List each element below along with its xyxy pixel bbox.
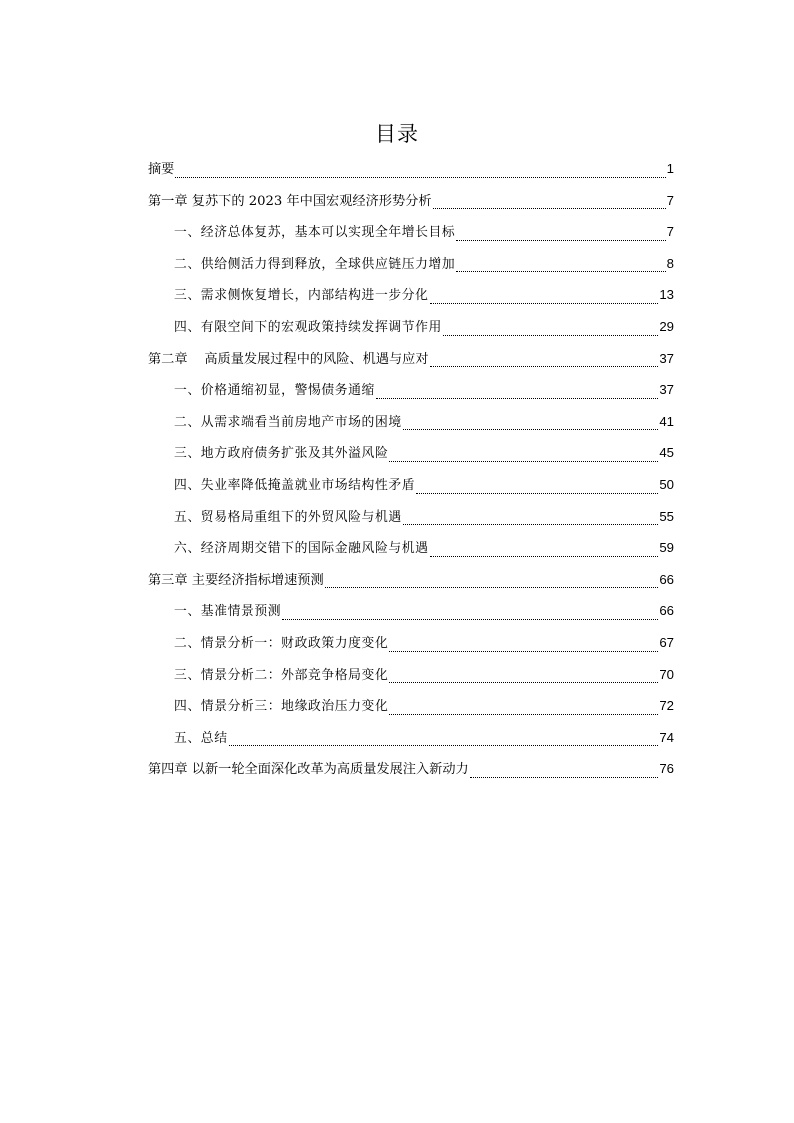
toc-title: 目录	[375, 122, 419, 146]
toc-entry-section[interactable]	[148, 536, 674, 568]
toc-entry-label: 第三章 主要经济指标增速预测	[148, 572, 324, 588]
toc-page-number: 76	[659, 761, 674, 777]
toc-page-number: 13	[659, 287, 674, 303]
toc-entry-label: 第二章 高质量发展过程中的风险、机遇与应对	[148, 351, 429, 367]
toc-entry-chapter-3[interactable]	[148, 568, 674, 600]
toc-entry-section[interactable]	[148, 410, 674, 442]
toc-page-number: 29	[659, 318, 674, 334]
toc-page-number: 37	[659, 382, 674, 398]
toc-entry-chapter-4[interactable]	[148, 757, 674, 789]
dot-leader	[229, 744, 659, 746]
toc-page-number: 70	[659, 666, 674, 682]
dot-leader	[430, 555, 659, 557]
toc-entry-section[interactable]	[148, 220, 674, 252]
toc-page-number: 41	[659, 413, 674, 429]
toc-page-number: 50	[659, 476, 674, 492]
toc-entry-label: 五、总结	[174, 730, 228, 746]
toc-entry-section[interactable]	[148, 283, 674, 315]
toc-entry-section[interactable]	[148, 315, 674, 347]
toc-entry-label: 二、供给侧活力得到释放，全球供应链压力增加	[174, 256, 456, 272]
dot-leader	[389, 681, 658, 683]
toc-entry-label: 二、从需求端看当前房地产市场的困境	[174, 414, 402, 430]
toc-page-number: 37	[659, 350, 674, 366]
dot-leader	[433, 207, 666, 209]
dot-leader	[443, 334, 658, 336]
dot-leader	[389, 650, 658, 652]
dot-leader	[470, 776, 659, 778]
dot-leader	[456, 270, 665, 272]
toc-page-number: 1	[666, 161, 674, 176]
toc-page-number: 59	[659, 540, 674, 556]
dot-leader	[430, 365, 659, 367]
toc-page-number: 72	[659, 698, 674, 714]
toc-entry-section[interactable]	[148, 726, 674, 758]
toc-entry-section[interactable]	[148, 378, 674, 410]
toc-page-number: 7	[666, 224, 674, 240]
toc-entry-label: 三、需求侧恢复增长，内部结构进一步分化	[174, 288, 429, 304]
toc-entry-section[interactable]	[148, 663, 674, 695]
toc-entry-label: 第四章 以新一轮全面深化改革为高质量发展注入新动力	[148, 762, 469, 778]
toc-entry-section[interactable]	[148, 599, 674, 631]
dot-leader	[376, 397, 658, 399]
dot-leader	[403, 428, 659, 430]
toc-entry-section[interactable]	[148, 694, 674, 726]
dot-leader	[325, 586, 659, 588]
table-of-contents	[148, 157, 674, 789]
dot-leader	[403, 523, 659, 525]
dot-leader	[416, 492, 658, 494]
toc-page-number: 67	[659, 634, 674, 650]
toc-page-number: 8	[666, 255, 674, 271]
toc-entry-section[interactable]	[148, 252, 674, 284]
dot-leader	[282, 618, 658, 620]
toc-entry-abstract[interactable]	[148, 157, 674, 189]
toc-entry-section[interactable]	[148, 441, 674, 473]
toc-entry-label: 四、情景分析三：地缘政治压力变化	[174, 699, 389, 715]
toc-page-number: 66	[659, 603, 674, 619]
toc-entry-label: 三、地方政府债务扩张及其外溢风险	[174, 446, 389, 462]
toc-page-number: 74	[659, 729, 674, 745]
dot-leader	[175, 176, 665, 178]
toc-entry-label: 四、有限空间下的宏观政策持续发挥调节作用	[174, 319, 442, 335]
dot-leader	[389, 460, 658, 462]
toc-entry-label: 二、情景分析一：财政政策力度变化	[174, 635, 389, 651]
toc-entry-label: 一、价格通缩初显，警惕债务通缩	[174, 383, 375, 399]
dot-leader	[430, 302, 659, 304]
toc-page-number: 45	[659, 445, 674, 461]
toc-entry-section[interactable]	[148, 631, 674, 663]
toc-entry-label: 第一章 复苏下的 2023 年中国宏观经济形势分析	[148, 193, 432, 209]
toc-entry-section[interactable]	[148, 473, 674, 505]
toc-entry-chapter-2[interactable]	[148, 347, 674, 379]
toc-entry-section[interactable]	[148, 505, 674, 537]
dot-leader	[389, 713, 658, 715]
toc-page-number: 7	[666, 192, 674, 208]
toc-page-number: 55	[659, 508, 674, 524]
toc-page-number: 66	[659, 571, 674, 587]
dot-leader	[456, 239, 665, 241]
toc-entry-label: 一、基准情景预测	[174, 604, 282, 620]
toc-entry-label: 一、经济总体复苏，基本可以实现全年增长目标	[174, 225, 456, 241]
toc-entry-label: 六、经济周期交错下的国际金融风险与机遇	[174, 541, 429, 557]
toc-entry-label: 摘要	[148, 162, 175, 177]
toc-entry-label: 五、贸易格局重组下的外贸风险与机遇	[174, 509, 402, 525]
toc-entry-label: 三、情景分析二：外部竞争格局变化	[174, 667, 389, 683]
toc-entry-label: 四、失业率降低掩盖就业市场结构性矛盾	[174, 477, 416, 493]
toc-entry-chapter-1[interactable]	[148, 189, 674, 221]
